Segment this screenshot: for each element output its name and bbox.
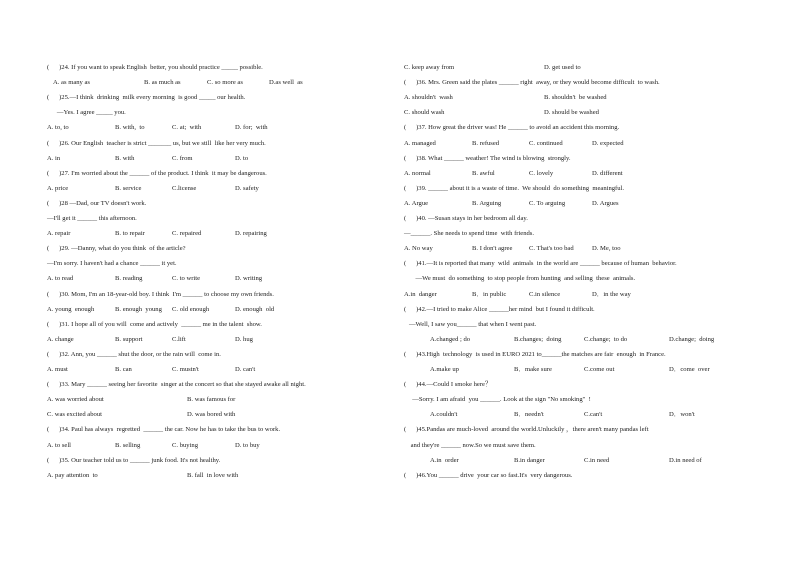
answer-option: D. Argues	[592, 199, 619, 207]
answer-option: D. safety	[235, 184, 259, 192]
answer-option: C. so more as	[207, 79, 243, 87]
left-column	[47, 0, 427, 562]
answer-option: C. to write	[172, 275, 201, 283]
answer-option: D. Me, too	[592, 245, 621, 253]
answer-option: D. to	[235, 154, 249, 162]
answer-option: A. as many as	[53, 79, 90, 87]
question-line: ( )36. Mrs. Green said the plates ______ right away, or they would become difficult to wash.	[404, 79, 660, 87]
answer-option: A. price	[47, 184, 69, 192]
question-line: —We must do something to stop people from hunting and selling these animals.	[404, 275, 636, 283]
question-line: ( )40. —Susan stays in her bedroom all day.	[404, 215, 528, 222]
answer-option: B. Arguing	[472, 199, 502, 207]
answer-option: C. To arguing	[529, 199, 566, 207]
answer-option: D. was bored with	[187, 411, 236, 419]
answer-option: A. repair	[47, 230, 71, 238]
answer-option: B. service	[115, 184, 142, 192]
answer-option: D. for; with	[235, 124, 268, 132]
answer-option: D. expected	[592, 139, 624, 147]
answer-option: A. in	[47, 154, 61, 162]
question-line: —I'll get it ______ this afternoon.	[47, 215, 137, 222]
answer-option: C.change; to do	[584, 335, 628, 343]
question-line: ( )33. Mary ______ seeing her favorite singer at the concert so that she stayed awake all night.	[47, 381, 306, 389]
answer-option: A. pay attention to	[47, 471, 98, 479]
answer-option: B.in danger	[514, 456, 545, 464]
answer-option: C. was excited about	[47, 411, 102, 419]
answer-option: A. shouldn't wash	[404, 94, 453, 102]
answer-option: C. continued	[529, 139, 563, 147]
answer-option: A. to, to	[47, 124, 69, 132]
answer-option: D. can't	[235, 366, 256, 373]
question-line: ( )46.You ______ drive your car so fast.It's very dangerous.	[404, 471, 573, 479]
answer-option: A.in order	[430, 456, 459, 464]
answer-option: D. writing	[235, 275, 263, 283]
question-line: ( )45.Pandas are much-loved around the world.Unluckily ，there aren't many pandas left	[404, 426, 649, 434]
question-line: ( )32. Ann, you ______ shut the door, or the rain will come in.	[47, 350, 221, 358]
answer-option: B. reading	[115, 275, 143, 283]
answer-option: B. selling	[115, 441, 141, 449]
answer-option: B．in public	[472, 290, 507, 298]
answer-option: A.in danger	[404, 290, 437, 298]
answer-option: A. young enough	[47, 305, 95, 313]
answer-option: B．needn't	[514, 411, 544, 419]
answer-option: D. hug	[235, 335, 253, 343]
answer-option: D．come over	[669, 366, 710, 373]
answer-option: D．won't	[669, 411, 695, 419]
answer-option: C. keep away from	[404, 64, 455, 71]
answer-option: C. mustn't	[172, 366, 199, 373]
question-line: ( )26. Our English teacher is strict _______ us, but we still like her very much.	[47, 139, 266, 147]
answer-option: A.couldn't	[430, 411, 458, 419]
answer-option: C. That's too bad	[529, 245, 574, 253]
answer-option: A. change	[47, 335, 74, 343]
answer-option: B. awful	[472, 169, 495, 177]
answer-option: D. different	[592, 169, 623, 177]
answer-option: C. should wash	[404, 109, 445, 117]
answer-option: A. to read	[47, 275, 74, 283]
question-line: ( )35. Our teacher told us to ______ junk food. It's not healthy.	[47, 456, 221, 464]
answer-option: A. Argue	[404, 199, 429, 207]
answer-option: C. lovely	[529, 169, 554, 177]
answer-option: B. can	[115, 366, 132, 373]
answer-option: D. enough old	[235, 305, 275, 313]
question-line: ( )42.—I tried to make Alice ______her mind but I found it difficult.	[404, 305, 595, 313]
question-line: ( )43.High technology is used in EURO 2021 to______the matches are fair enough in France.	[404, 350, 666, 358]
answer-option: A.make up	[430, 366, 459, 373]
answer-option: B．make sure	[514, 366, 552, 373]
answer-option: B. as much as	[144, 79, 181, 87]
answer-option: B. with	[115, 154, 135, 162]
question-line: —Sorry. I am afraid you ______. Look at the sign "No smoking" !	[404, 396, 591, 404]
answer-option: A. was worried about	[47, 396, 104, 404]
answer-option: D. get used to	[544, 64, 581, 71]
answer-option: B. refused	[472, 139, 500, 147]
answer-option: B. enough young	[115, 305, 162, 313]
question-line: ( )29. —Danny, what do you think of the article?	[47, 245, 186, 253]
answer-option: C.in silence	[529, 290, 561, 298]
question-line: ( )34. Paul has always regretted ______ the car. Now he has to take the bus to work.	[47, 426, 281, 434]
question-line: —______. She needs to spend time with friends.	[404, 230, 535, 238]
answer-option: C.can't	[584, 411, 603, 419]
answer-option: A. normal	[404, 169, 431, 177]
answer-option: D. repairing	[235, 230, 267, 238]
question-line: ( )31. I hope all of you will come and actively ______ me in the talent show.	[47, 320, 262, 328]
answer-option: B. was famous for	[187, 396, 236, 404]
right-column	[404, 0, 784, 562]
answer-option: B.changes; doing	[514, 335, 562, 343]
answer-option: A. must	[47, 366, 68, 373]
answer-option: C. at; with	[172, 124, 202, 132]
answer-option: B. with, to	[115, 124, 145, 132]
question-line: ( )44.—Could I smoke here？	[404, 381, 492, 389]
answer-option: C.in need	[584, 456, 610, 464]
answer-option: D. to buy	[235, 441, 260, 449]
question-line: ( )24. If you want to speak English better, you should practice _____ possible.	[47, 64, 263, 71]
question-line: ( )37. How great the driver was! He ______ to avoid an accident this morning.	[404, 124, 620, 132]
question-line: ( )38. What ______ weather! The wind is blowing strongly.	[404, 154, 571, 162]
question-line: ( )39. ______ about it is a waste of time. We should do something meaningful.	[404, 184, 625, 192]
question-line: ( )41.—It is reported that many wild animals in the world are ______ because of human behavior.	[404, 260, 677, 268]
answer-option: C. old enough	[172, 305, 210, 313]
question-line: —Well, I saw you______ that when I went past.	[404, 320, 537, 328]
question-line: ( )27. I'm worried about the ______ of the product. I think it may be dangerous.	[47, 169, 267, 177]
answer-option: A.changed ; do	[430, 335, 471, 343]
answer-option: B. shouldn't be washed	[544, 94, 607, 102]
answer-option: A. No way	[404, 245, 433, 253]
answer-option: C. repaired	[172, 230, 202, 238]
answer-option: B. I don't agree	[472, 245, 513, 253]
answer-option: D.change; doing	[669, 335, 715, 343]
answer-option: C.come out	[584, 366, 615, 373]
question-line: ( )25.—I think drinking milk every morning is good _____ our health.	[47, 94, 246, 102]
answer-option: A. to sell	[47, 441, 71, 449]
question-line: —I'm sorry. I haven't had a chance ______ it yet.	[47, 260, 177, 268]
answer-option: B. support	[115, 335, 143, 343]
answer-option: C.lift	[172, 335, 186, 343]
answer-option: D.in need of	[669, 456, 702, 464]
answer-option: B. fall in love with	[187, 471, 239, 479]
answer-option: A. managed	[404, 139, 436, 147]
answer-option: C.license	[172, 184, 197, 192]
answer-option: C. from	[172, 154, 193, 162]
question-line: ( )30. Mom, I'm an 18-year-old boy. I think I'm ______ to choose my own friends.	[47, 290, 274, 298]
answer-option: C. buying	[172, 441, 199, 449]
question-line: and they're ______ now.So we must save them.	[404, 441, 536, 449]
question-line: ( )28 —Dad, our TV doesn't work.	[47, 199, 147, 207]
question-line: —Yes. I agree _____ you.	[47, 109, 126, 117]
answer-option: B. to repair	[115, 230, 145, 238]
answer-option: D．in the way	[592, 290, 631, 298]
answer-option: D. should be washed	[544, 109, 599, 117]
answer-option: D.as well as	[269, 79, 303, 87]
